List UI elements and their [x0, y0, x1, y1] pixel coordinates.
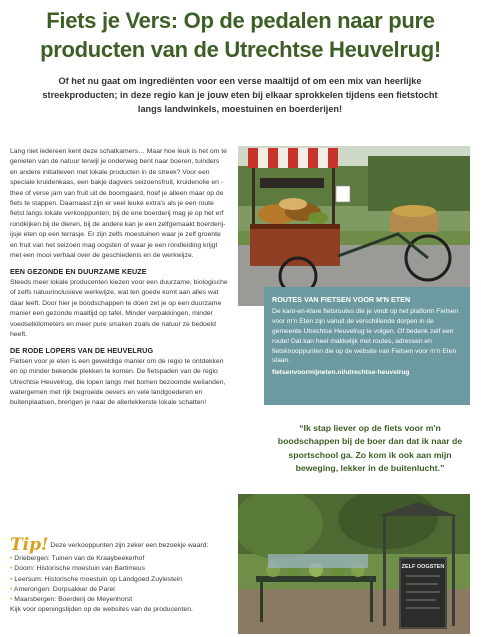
section-heading-red-carpets: DE RODE LOPERS VAN DE HEUVELRUG [10, 346, 154, 356]
routes-text: De kant-en-klare fietsroutes die je vindt op het platform Fietsen voor m'n Eten zijn vanuit de verschillende dorpen in de gemeente Utrechtse Heuvelrug te volgen. Of bedenk zelf een route! Dat kan heel makkelijk met routes, adressen en fietsknooppunten die op de website van Fietsen voor m'n Eten staan. [272, 307, 459, 365]
intro-paragraph: Of het nu gaat om ingrediënten voor een verse maaltijd of om een mix van heerlijke streekproducten; in deze regio kan je jouw eten bij elkaar sprokkelen tijdens een fietstocht langs landwinkels, moestuinen en boerderijen! [42, 76, 438, 114]
garden-sign-text: ZELF OOGSTEN [401, 564, 445, 570]
article-title-line-1: Fiets je Vers: Op de pedalen naar pure [46, 8, 435, 33]
body-paragraph-1: Lang niet iedereen kent deze schatkamers… Maar hoe leuk is het om te genieten van de natuur terwijl je onderweg bent naar boeren, tuinders en andere initiatieven met lokale producten in de streek? Voor een speciale kruidenkaas, een bakje dagvers seizoensfruit, kruidenolie en -thee of verse jam van fruit uit de boomgaard, hoef je alleen maar op de fiets te stappen. Daarnaast zijn er veel leuke extra's als je een route fietst langs lokale verkooppunten; bij de ene boerderij mag je op het erf rondkijken bij de dieren, bij de andere kan je een zelfgemaakt boerderij-ijsje eten op een terrasje. Er zijn zelfs moestuinen waar je zelf groente en fruit van het seizoen mag oogsten of waar je een rondleiding krijgt met een mooi verhaal over de geschiedenis en de werkwijze. [10, 148, 227, 260]
garden-stand-illustration [238, 494, 470, 634]
tip-box [10, 535, 240, 615]
tip-intro: Deze verkooppunten zijn zeker een bezoekje waard: [50, 542, 209, 549]
article-title-line-2: producten van de Utrechtse Heuvelrug! [40, 37, 441, 62]
section-heading-sustainable: EEN GEZONDE EN DUURZAME KEUZE [10, 267, 147, 277]
bicycle-cart-illustration [238, 146, 470, 306]
tip-list-item: • Doorn: Historische moestuin van Bartimeus [10, 564, 240, 574]
tip-list-item: • Leersum: Historische moestuin op Landgoed Zuylestein [10, 575, 240, 585]
tip-heading: Tip! [10, 535, 49, 555]
tip-list-item: • Maarsbergen: Boerderij de Meyenhorst [10, 595, 240, 605]
body-paragraph-2: Steeds meer lokale producenten kiezen voor een duurzame, biologische of zelfs natuurinclusieve werkwijze, wat ten goede komt aan alles wat daar leeft. Door hier je boodschappen te doen zet je op een duurzame manier een gezonde maaltijd op tafel. Minder verpakkingen, minder voedselkilometers en meer pure smaken zoals de natuur ze bedoeld heeft. [10, 278, 228, 338]
tip-footer: Kijk voor openingstijden op de websites van de producenten. [10, 606, 193, 614]
bicycle-cart-photo [238, 146, 470, 306]
self-harvest-stand-photo [238, 494, 470, 634]
routes-heading: ROUTES VAN FIETSEN VOOR M'N ETEN [272, 295, 411, 304]
tip-list-item: • Driebergen: Tuinen van de Kraaybeekerhof [10, 554, 240, 564]
body-column [10, 147, 228, 409]
article-title [0, 6, 481, 64]
routes-info-box [264, 287, 470, 405]
body-paragraph-3: Fietsen voor je eten is een geweldige manier om de regio te ontdekken en op minder bekende plekken te komen. De fietspaden van de regio Utrechtse Heuvelrug, die lopen langs met bomen bezoomde weilanden, watergemen met rijk begroeide oevers en vele landgoederen en buitenplaatsen, brengen je naar de allerlekkerste lokale schatten! [10, 357, 226, 407]
tip-list-item: • Amerongen: Dorpsakker de Parel [10, 585, 240, 595]
routes-website-link[interactable]: fietsenvoormijneten.nl/utrechtse-heuvelrug [272, 369, 410, 377]
pull-quote: “Ik stap liever op de fiets voor m'n boodschappen bij de boer dan dat ik naar de sportschool ga. Zo kom ik ook aan mijn beweging, lekker in de buitenlucht.” [277, 423, 463, 474]
tip-list [10, 554, 240, 605]
